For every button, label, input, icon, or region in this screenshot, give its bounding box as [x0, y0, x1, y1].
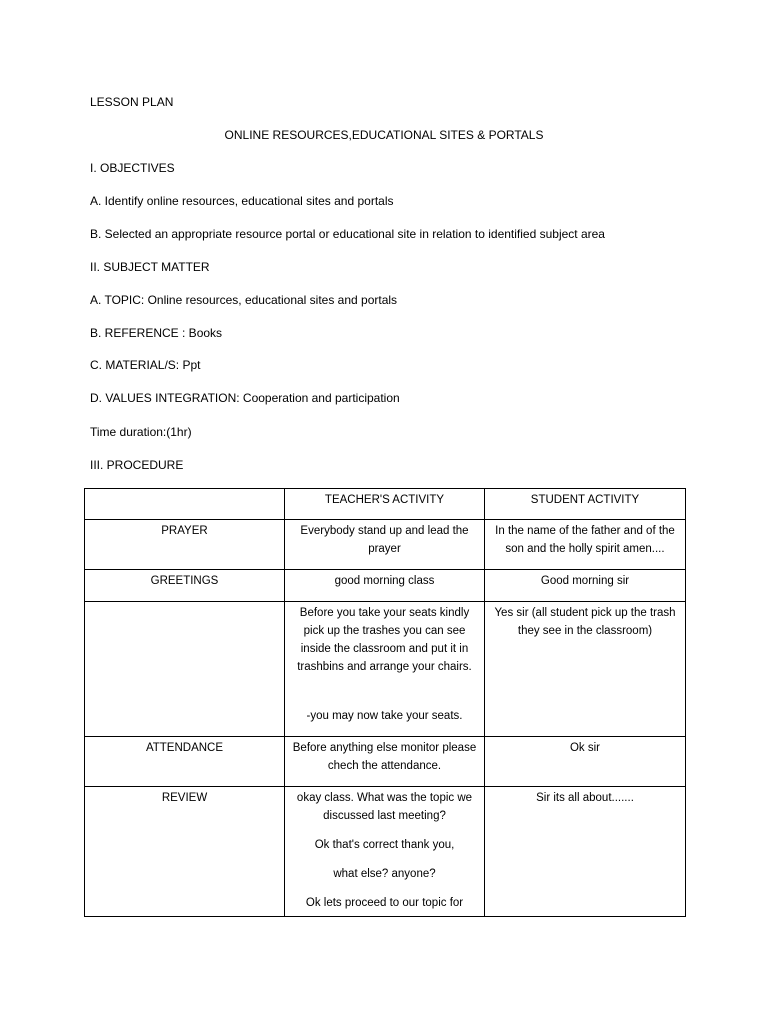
- header-teacher-activity: TEACHER'S ACTIVITY: [285, 489, 485, 520]
- subject-matter-heading: II. SUBJECT MATTER: [90, 260, 210, 274]
- table-row: [85, 602, 686, 737]
- objectives-heading: I. OBJECTIVES: [90, 161, 175, 175]
- student-activity-cell: [485, 570, 686, 602]
- table-header-row: [85, 489, 686, 520]
- teacher-text: Ok that's correct thank you,: [314, 839, 455, 851]
- table-row: [85, 737, 686, 787]
- values-integration-line: D. VALUES INTEGRATION: Cooperation and participation: [90, 391, 400, 405]
- table-row: [85, 570, 686, 602]
- table-row: [85, 520, 686, 570]
- student-activity-cell: [485, 520, 686, 570]
- student-text: In the name of the father and of the son and the holly spirit amen....: [495, 525, 675, 555]
- phase-cell: [85, 602, 285, 737]
- topic-line: A. TOPIC: Online resources, educational sites and portals: [90, 293, 398, 307]
- teacher-text: Before you take your seats kindly pick up the trashes you can see inside the classroom and put it in trashbins and arrange your chairs.: [297, 607, 472, 673]
- teacher-activity-cell: [285, 520, 485, 570]
- teacher-text: Ok lets proceed to our topic for: [305, 897, 464, 909]
- student-text: Sir its all about.......: [536, 792, 634, 804]
- phase-cell: REVIEW: [85, 787, 285, 917]
- phase-cell: GREETINGS: [85, 570, 285, 602]
- teacher-text: good morning class: [334, 575, 435, 587]
- teacher-text: -you may now take your seats.: [306, 710, 463, 722]
- teacher-text: Everybody stand up and lead the prayer: [300, 525, 469, 555]
- teacher-text: Before anything else monitor please chech the attendance.: [292, 742, 477, 772]
- procedure-heading: III. PROCEDURE: [90, 458, 184, 472]
- teacher-text: what else? anyone?: [333, 868, 436, 880]
- teacher-text: okay class. What was the topic we discussed last meeting?: [296, 792, 473, 822]
- procedure-table: [84, 488, 686, 917]
- lesson-plan-title: LESSON PLAN: [90, 95, 174, 109]
- teacher-activity-cell: [285, 570, 485, 602]
- table-row: [85, 787, 686, 917]
- phase-cell: PRAYER: [85, 520, 285, 570]
- student-text: Ok sir: [569, 742, 601, 754]
- student-activity-cell: [485, 602, 686, 737]
- teacher-activity-cell: [285, 737, 485, 787]
- student-text: Yes sir (all student pick up the trash they see in the classroom): [494, 607, 676, 637]
- header-student-activity: STUDENT ACTIVITY: [485, 489, 686, 520]
- teacher-activity-cell: [285, 602, 485, 737]
- lesson-subtitle: ONLINE RESOURCES,EDUCATIONAL SITES & PORTALS: [224, 128, 544, 142]
- reference-line: B. REFERENCE : Books: [90, 326, 223, 340]
- header-phase-cell: [85, 489, 285, 520]
- objective-b: B. Selected an appropriate resource portal or educational site in relation to identified subject area: [90, 227, 605, 241]
- phase-cell: ATTENDANCE: [85, 737, 285, 787]
- materials-line: C. MATERIAL/S: Ppt: [90, 358, 201, 372]
- objective-a: A. Identify online resources, educational sites and portals: [90, 194, 394, 208]
- student-activity-cell: [485, 737, 686, 787]
- teacher-activity-cell: [285, 787, 485, 917]
- student-text: Good morning sir: [540, 575, 630, 587]
- time-duration-line: Time duration:(1hr): [90, 425, 192, 439]
- student-activity-cell: [485, 787, 686, 917]
